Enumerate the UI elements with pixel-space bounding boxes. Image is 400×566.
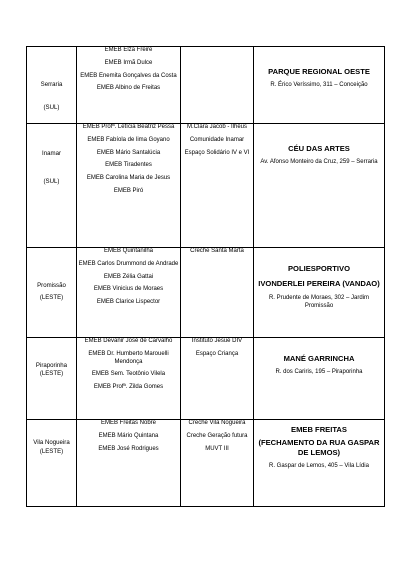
creche-name: MUVT III [205,445,229,452]
creches-cell [181,47,254,124]
venue-title: MANÉ GARRINCHA [283,354,355,363]
school-name: EMEB Mário Santalúcia [96,149,161,156]
venue-title-line: (FECHAMENTO DA RUA GASPAR DE LEMOS) [258,438,380,457]
school-name: EMEB Profª. Letícia Beatriz Pessa [82,124,175,130]
schools-cell [77,248,181,338]
school-name: EMEB Tiradentes [105,162,152,169]
school-name: EMEB Irmã Dulce [104,59,153,66]
region-cell [27,124,77,248]
school-name: EMEB Freitas Nobre [100,420,157,426]
schedule-table [26,46,385,507]
schools-cell [77,47,181,124]
school-name: EMEB Elza Freire [104,47,153,53]
school-name: EMEB Zélia Gattai [103,273,154,280]
school-name: EMEB Clarice Lispector [96,299,161,306]
venue-address: R. Gaspar de Lemos, 405 – Vila Lídia [269,463,369,470]
table-row [27,47,385,124]
region-name: Piraporinha (LESTE) [35,362,68,377]
venue-address: R. Érico Veríssimo, 311 – Conceição [270,82,368,89]
schools-cell [77,124,181,248]
creche-name: Comunidade Inamar [189,136,245,143]
school-name: EMEB Enemita Gonçalves da Costa [80,72,177,79]
region-name: Serraria [40,81,63,88]
region-cell [27,338,77,420]
creche-name: Creche Vila Nogueira [188,420,246,426]
school-name: EMEB Quintanilha [103,248,154,254]
venue-title: PARQUE REGIONAL OESTE [268,67,370,76]
creche-name: Instituto Jesué DIV [191,338,243,344]
school-name: EMEB Carlos Drummond de Andrade [78,260,179,267]
schools-cell [77,338,181,420]
school-name: EMEB Vinicius de Moraes [93,286,164,293]
venue-cell [254,420,385,507]
region-zone: (LESTE) [39,294,64,301]
venue-address: Av. Afonso Monteiro da Cruz, 259 – Serraria [260,159,378,166]
schools-cell [77,420,181,507]
venue-cell [254,248,385,338]
table-row [27,248,385,338]
venue-title-line: IVONDERLEI PEREIRA (VANDAO) [258,279,380,289]
region-name: Promissão [37,282,66,289]
school-name: EMEB Sem. Teotônio Vilela [91,371,166,378]
creches-cell [181,420,254,507]
creche-name: M.Clara Jacob - Ilhéus [186,124,248,130]
venue-cell [254,47,385,124]
school-name: EMEB Fabíola de lima Goyano [87,136,170,143]
school-name: EMEB Devanir José de Carvalho [84,338,173,344]
region-cell [27,47,77,124]
school-name: EMEB Dr. Humberto Marouelli Mendonça [88,350,169,365]
region-cell [27,248,77,338]
creches-cell [181,248,254,338]
venue-title: EMEB FREITAS [291,425,347,434]
school-name: EMEB José Rodrigues [98,445,159,452]
creche-name: Creche Santa Marta [190,248,244,254]
region-zone: (SUL) [43,104,60,111]
venue-address: R. dos Cariris, 195 – Piraporinha [275,369,363,376]
venue-title: POLIESPORTIVO [287,264,351,273]
venue-cell [254,338,385,420]
creches-cell [181,124,254,248]
venue-address: R. Prudente de Moraes, 302 – Jardim Promissão [268,294,370,309]
region-cell [27,420,77,507]
creche-name: Espaço Solidário IV e VI [184,149,250,156]
school-name: EMEB Profª. Zilda Gomes [93,384,164,391]
region-name: Inamar [42,150,61,157]
region-zone: (SUL) [43,178,60,185]
region-name: Vila Nogueira [33,439,70,446]
creche-name: Espaço Criança [195,350,239,357]
school-name: EMEB Mário Quintana [98,432,159,439]
school-name: EMEB Carolina Maria de Jesus [86,175,171,182]
school-name: EMEB Piró [113,187,144,194]
table-row [27,420,385,507]
table-row [27,338,385,420]
creche-name: Creche Geração futura [186,432,248,439]
region-zone: (LESTE) [39,448,64,455]
school-name: EMEB Albino de Freitas [96,85,161,92]
table-row [27,124,385,248]
creches-cell [181,338,254,420]
venue-cell [254,124,385,248]
venue-title: CÉU DAS ARTES [288,144,350,153]
